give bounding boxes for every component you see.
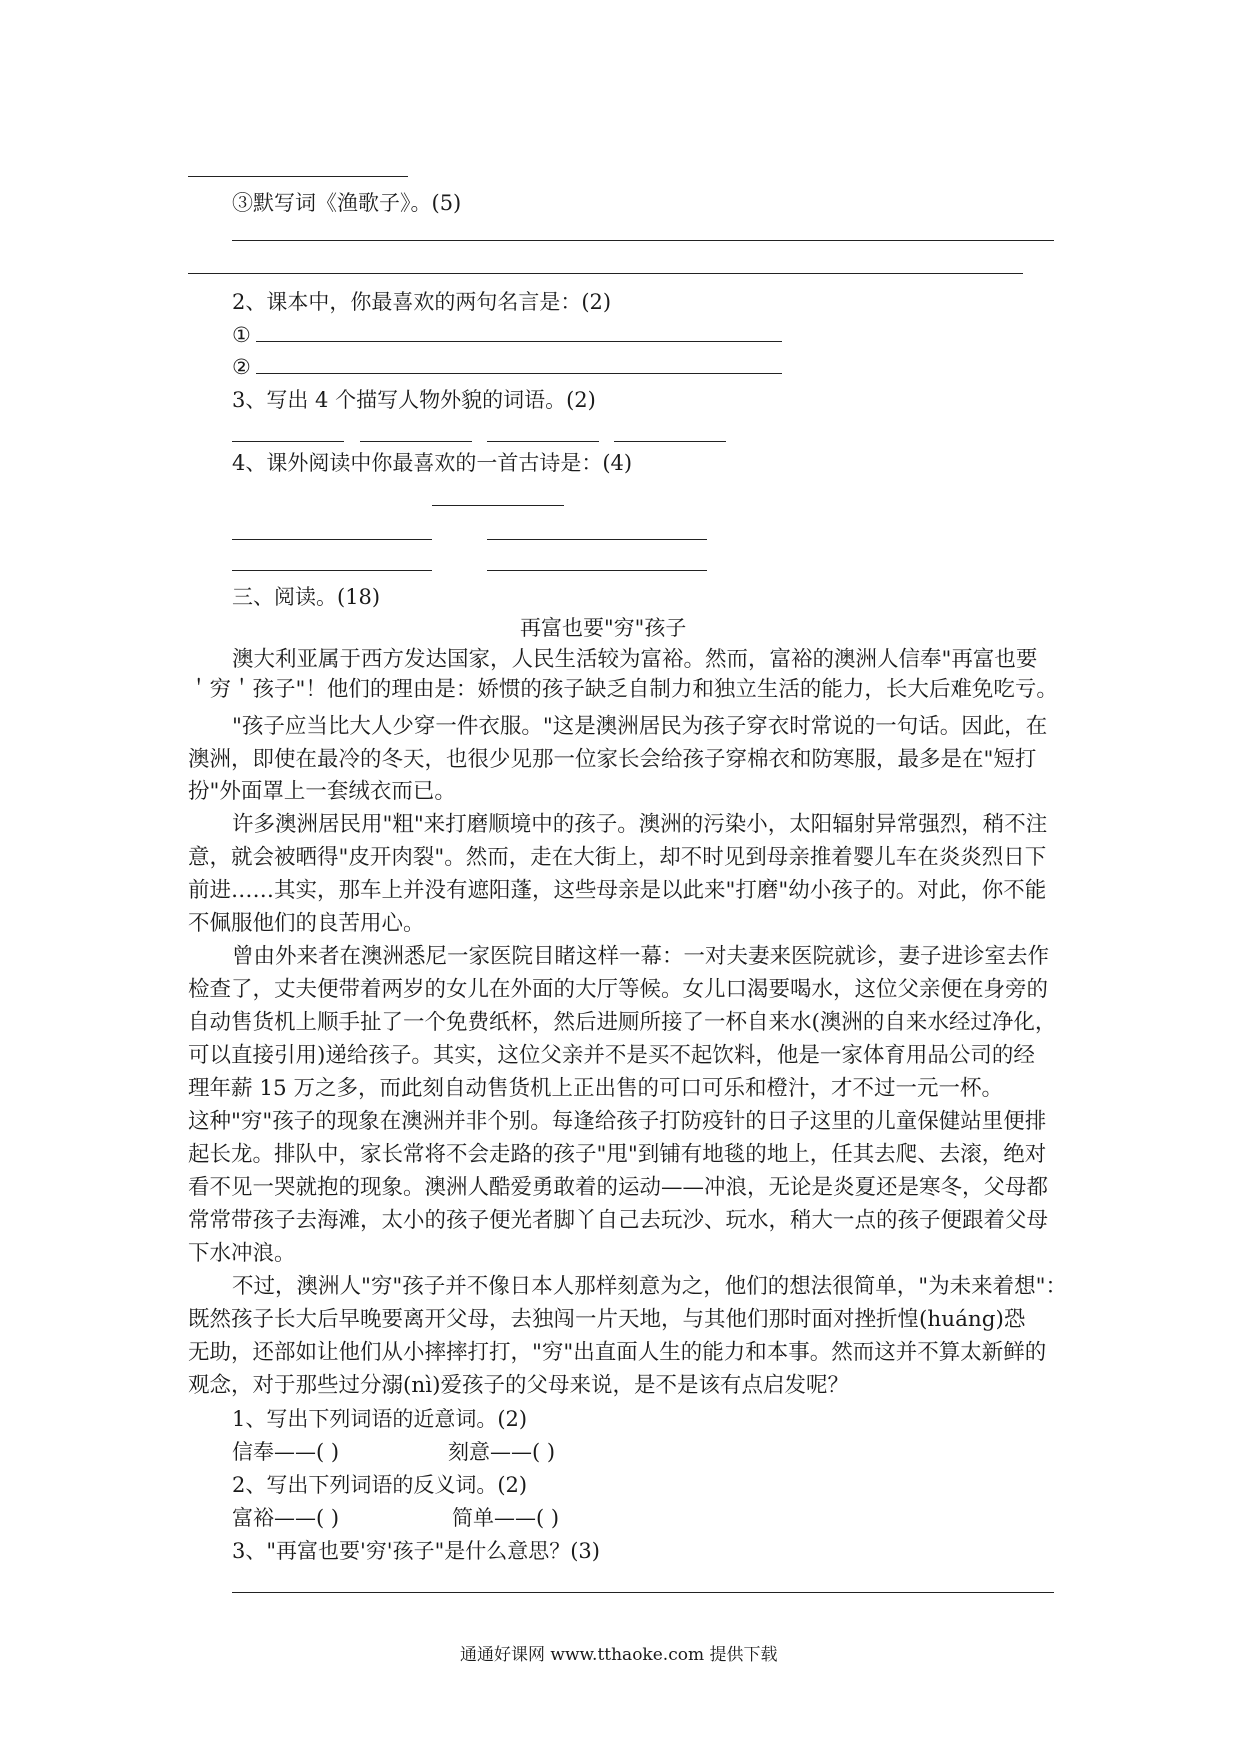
paragraph-line: 看不见一哭就抱的现象。澳洲人酷爱勇敢着的运动——冲浪，无论是炎夏还是寒冬，父母都 <box>188 1175 1049 1200</box>
paragraph-line: 观念，对于那些过分溺(nì)爱孩子的父母来说，是不是该有点启发呢？ <box>188 1373 850 1398</box>
paragraph-line: 意，就会被晒得"皮开肉裂"。然而，走在大街上，却不时见到母亲推着婴儿车在炎炎烈日下 <box>188 845 1047 870</box>
antonym-item-1: 富裕——( ) <box>232 1506 340 1530</box>
answer-line <box>232 441 344 442</box>
answer-line <box>232 539 432 540</box>
answer-line <box>256 373 782 374</box>
answer-line <box>432 505 564 506</box>
synonym-item-2: 刻意——( ) <box>448 1440 556 1464</box>
answer-line <box>232 1592 1054 1593</box>
answer-mark-2: ② <box>232 355 251 379</box>
paragraph-line: 无助，还部如让他们从小摔摔打打，"穷"出直面人生的能力和本事。然而这并不算太新鲜的 <box>188 1340 1047 1365</box>
reading-question-3: 3、"再富也要'穷'孩子"是什么意思？(3) <box>232 1539 600 1563</box>
section-heading: 三、阅读。(18) <box>232 585 381 609</box>
paragraph-line: ＇穷＇孩子"！他们的理由是：娇惯的孩子缺乏自制力和独立生活的能力，长大后难免吃亏。 <box>188 677 1058 702</box>
paragraph-line: 自动售货机上顺手扯了一个免费纸杯，然后进厕所接了一杯自来水(澳洲的自来水经过净化， <box>188 1010 1057 1035</box>
paragraph-line: 检查了，丈夫便带着两岁的女儿在外面的大厅等候。女儿口渴要喝水，这位父亲便在身旁的 <box>188 977 1049 1002</box>
paragraph-line: 下水冲浪。 <box>188 1241 296 1266</box>
paragraph-line: 可以直接引用)递给孩子。其实，这位父亲并不是买不起饮料，他是一家体育用品公司的经 <box>188 1043 1035 1068</box>
answer-line <box>487 570 707 571</box>
question-2-1-3: ③默写词《渔歌子》。(5) <box>232 191 462 215</box>
answer-line <box>487 441 599 442</box>
paragraph-line: 前进……其实，那车上并没有遮阳蓬，这些母亲是以此来"打磨"幼小孩子的。对此，你不能 <box>188 878 1047 903</box>
footer-credit: 通通好课网 www.tthaoke.com 提供下载 <box>460 1645 778 1665</box>
answer-line <box>232 240 1054 241</box>
paragraph-line: 澳洲，即使在最冷的冬天，也很少见那一位家长会给孩子穿棉衣和防寒服，最多是在"短打 <box>188 747 1037 772</box>
answer-line <box>188 273 1023 274</box>
answer-line <box>614 441 726 442</box>
answer-line <box>232 570 432 571</box>
paragraph-line: 不佩服他们的良苦用心。 <box>188 911 425 936</box>
paragraph-line: "孩子应当比大人少穿一件衣服。"这是澳洲居民为孩子穿衣时常说的一句话。因此，在 <box>232 714 1048 739</box>
paragraph-line: 理年薪 15 万之多，而此刻自动售货机上正出售的可口可乐和橙汁，才不过一元一杯。 <box>188 1076 1004 1101</box>
answer-line <box>487 539 707 540</box>
paragraph-line: 曾由外来者在澳洲悉尼一家医院目睹这样一幕：一对夫妻来医院就诊，妻子进诊室去作 <box>232 944 1050 969</box>
answer-mark-1: ① <box>232 323 251 347</box>
reading-question-1: 1、写出下列词语的近意词。(2) <box>232 1407 528 1431</box>
synonym-item-1: 信奉——( ) <box>232 1440 340 1464</box>
paragraph-line: 常常带孩子去海滩，太小的孩子便光者脚丫自己去玩沙、玩水，稍大一点的孩子便跟着父母 <box>188 1208 1049 1233</box>
answer-line <box>188 176 408 177</box>
answer-line <box>360 441 472 442</box>
paragraph-line: 这种"穷"孩子的现象在澳洲并非个别。每逢给孩子打防疫针的日子这里的儿童保健站里便排 <box>188 1109 1047 1134</box>
question-2-2: 2、课本中，你最喜欢的两句名言是：(2) <box>232 290 612 314</box>
paragraph-line: 既然孩子长大后早晚要离开父母，去独闯一片天地，与其他们那时面对挫折惶(huáng)恐 <box>188 1307 1026 1332</box>
question-2-3: 3、写出 4 个描写人物外貌的词语。(2) <box>232 388 596 412</box>
antonym-item-2: 简单——( ) <box>452 1506 560 1530</box>
paragraph-line: 起长龙。排队中，家长常将不会走路的孩子"甩"到铺有地毯的地上，任其去爬、去滚，绝对 <box>188 1142 1047 1167</box>
article-title: 再富也要"穷"孩子 <box>520 616 687 640</box>
question-2-4: 4、课外阅读中你最喜欢的一首古诗是：(4) <box>232 451 633 475</box>
paragraph-line: 不过，澳洲人"穷"孩子并不像日本人那样刻意为之，他们的想法很简单，"为未来着想"： <box>232 1274 1068 1299</box>
paragraph-line: 扮"外面罩上一套绒衣而已。 <box>188 779 456 804</box>
paragraph-line: 澳大利亚属于西方发达国家，人民生活较为富裕。然而，富裕的澳洲人信奉"再富也要 <box>232 647 1038 672</box>
paragraph-line: 许多澳洲居民用"粗"来打磨顺境中的孩子。澳洲的污染小，太阳辐射异常强烈，稍不注 <box>232 812 1048 837</box>
answer-line <box>256 341 782 342</box>
reading-question-2: 2、写出下列词语的反义词。(2) <box>232 1473 528 1497</box>
